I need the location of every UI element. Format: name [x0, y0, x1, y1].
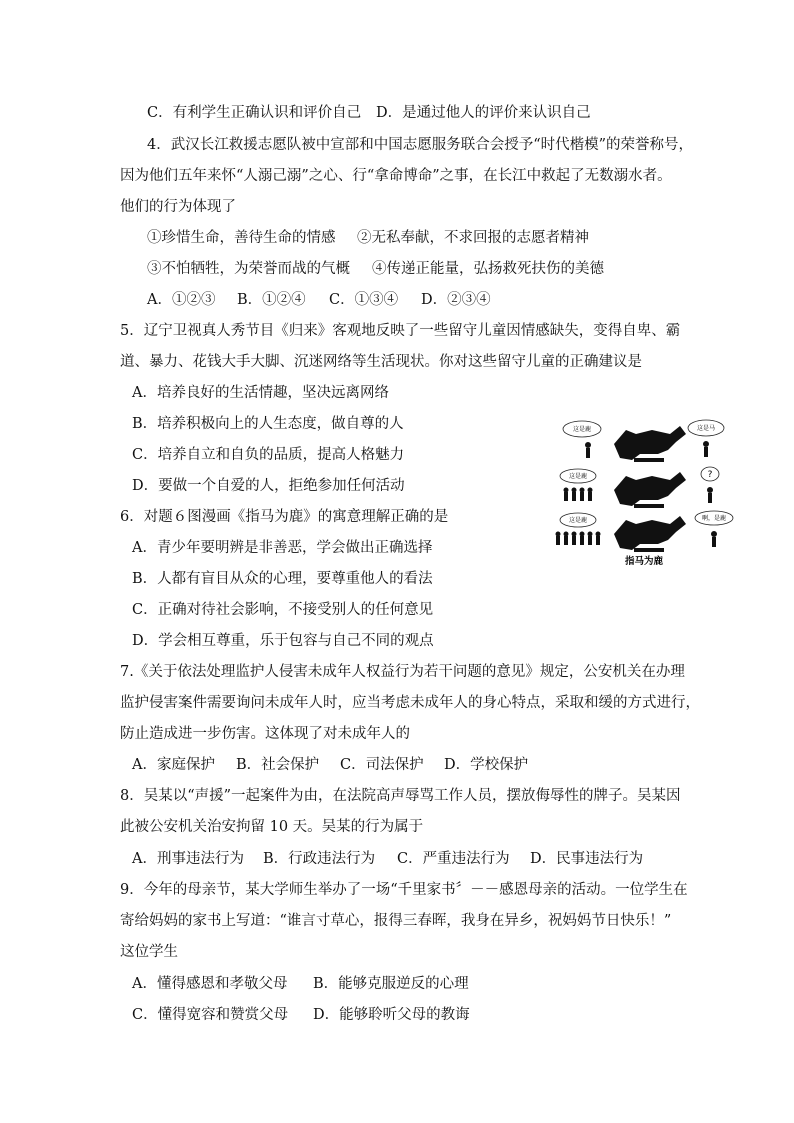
q9-stem-line3: 这位学生 [120, 944, 178, 960]
q9-stem-line2: 寄给妈妈的家书上写道：“谁言寸草心，报得三春晖，我身在异乡，祝妈妈节日快乐！” [120, 913, 672, 929]
q5-option-d: D．要做一个自爱的人，拒绝参加任何活动 [132, 478, 405, 494]
crowd-figures [564, 488, 593, 502]
q7-option-c: C．司法保护 [340, 757, 424, 773]
q4-statement-4: ④传递正能量，弘扬救死扶伤的美德 [372, 261, 604, 277]
q5-stem-line1: 5．辽宁卫视真人秀节目《归来》客观地反映了一些留守儿童因情感缺失，变得自卑、霸 [120, 323, 681, 339]
q8-stem-line2: 此被公安机关治安拘留 10 天。吴某的行为属于 [120, 819, 424, 835]
q9-stem-line1: 9．今年的母亲节，某大学师生举办了一场“千里家书〞－－感恩母亲的活动。一位学生在 [120, 882, 688, 898]
q6-option-b: B．人都有盲目从众的心理，要尊重他人的看法 [132, 571, 433, 587]
q5-option-b: B．培养积极向上的人生态度，做自尊的人 [132, 416, 404, 432]
q5-option-a: A．培养良好的生活情趣，坚决远离网络 [132, 385, 389, 401]
q6-option-d: D．学会相互尊重，乐于包容与自己不同的观点 [132, 633, 434, 649]
q4-option-b: B．①②④ [237, 292, 306, 308]
bubble-text-ah-deer: 啊，是鹿 [701, 515, 727, 522]
q3-option-d: D．是通过他人的评价来认识自己 [376, 105, 591, 121]
q9-option-d: D．能够聆听父母的教诲 [313, 1007, 470, 1023]
q5-option-c: C．培养自立和自负的品质，提高人格魅力 [132, 447, 405, 463]
q4-stem-line2: 因为他们五年来怀“人溺己溺”之心、行“拿命博命”之事，在长江中救起了无数溺水者。 [120, 168, 672, 184]
q4-statement-2: ②无私奉献，不求回报的志愿者精神 [357, 230, 589, 246]
q4-option-d: D．②③④ [421, 292, 491, 308]
cartoon-horse-as-deer [548, 414, 738, 566]
person-figure [707, 487, 713, 503]
bubble-text-deer-1: 这是鹿 [572, 426, 592, 433]
person-figure [585, 442, 591, 458]
q7-option-b: B．社会保护 [236, 757, 320, 773]
q4-statement-1: ①珍惜生命，善待生命的情感 [147, 230, 336, 246]
person-figure [703, 441, 709, 457]
horse-silhouette-2 [614, 472, 686, 506]
cartoon-caption: 指马为鹿 [624, 556, 664, 566]
q4-stem-line3: 他们的行为体现了 [120, 199, 236, 215]
bubble-text-deer-2: 这是鹿 [568, 473, 588, 480]
q8-option-c: C．严重违法行为 [397, 851, 510, 867]
q7-option-d: D．学校保护 [444, 757, 529, 773]
q8-stem-line1: 8．吴某以“声援”一起案件为由，在法院高声辱骂工作人员，摆放侮辱性的牌子。吴某因 [120, 788, 681, 804]
q7-stem-line2: 监护侵害案件需要询问未成年人时，应当考虑未成年人的身心特点，采取和缓的方式进行， [120, 695, 700, 711]
horse-silhouette-1 [614, 426, 686, 460]
bubble-text-question: ? [707, 470, 713, 480]
crowd-figures [556, 532, 601, 546]
q4-statement-3: ③不怕牺牲，为荣誉而战的气概 [147, 261, 350, 277]
q8-option-b: B．行政违法行为 [263, 851, 376, 867]
bubble-text-deer-3: 这是鹿 [568, 517, 588, 524]
horse-silhouette-3 [614, 516, 686, 550]
q4-option-a: A．①②③ [147, 292, 216, 308]
q9-option-c: C．懂得宽容和赞赏父母 [132, 1007, 289, 1023]
q6-option-a: A．青少年要明辨是非善恶，学会做出正确选择 [132, 540, 433, 556]
person-figure [711, 531, 717, 547]
q7-stem-line1: 7.《关于依法处理监护人侵害未成年人权益行为若干问题的意见》规定，公安机关在办理 [120, 664, 685, 680]
q8-option-a: A．刑事违法行为 [132, 851, 244, 867]
q7-stem-line3: 防止造成进一步伤害。这体现了对未成年人的 [120, 726, 410, 742]
q9-option-b: B．能够克服逆反的心理 [313, 976, 469, 992]
q4-stem-line1: 4．武汉长江救援志愿队被中宣部和中国志愿服务联合会授予“时代楷模”的荣誉称号， [147, 137, 694, 153]
q7-option-a: A．家庭保护 [132, 757, 215, 773]
q3-option-c: C．有利学生正确认识和评价自己 [147, 105, 362, 121]
q9-option-a: A．懂得感恩和孝敬父母 [132, 976, 288, 992]
q6-option-c: C．正确对待社会影响，不接受别人的任何意见 [132, 602, 434, 618]
q8-option-d: D．民事违法行为 [530, 851, 644, 867]
q6-stem: 6．对题６图漫画《指马为鹿》的寓意理解正确的是 [120, 509, 449, 525]
bubble-text-horse: 这是马 [696, 425, 716, 432]
q5-stem-line2: 道、暴力、花钱大手大脚、沉迷网络等生活现状。你对这些留守儿童的正确建议是 [120, 354, 642, 370]
q4-option-c: C．①③④ [329, 292, 399, 308]
